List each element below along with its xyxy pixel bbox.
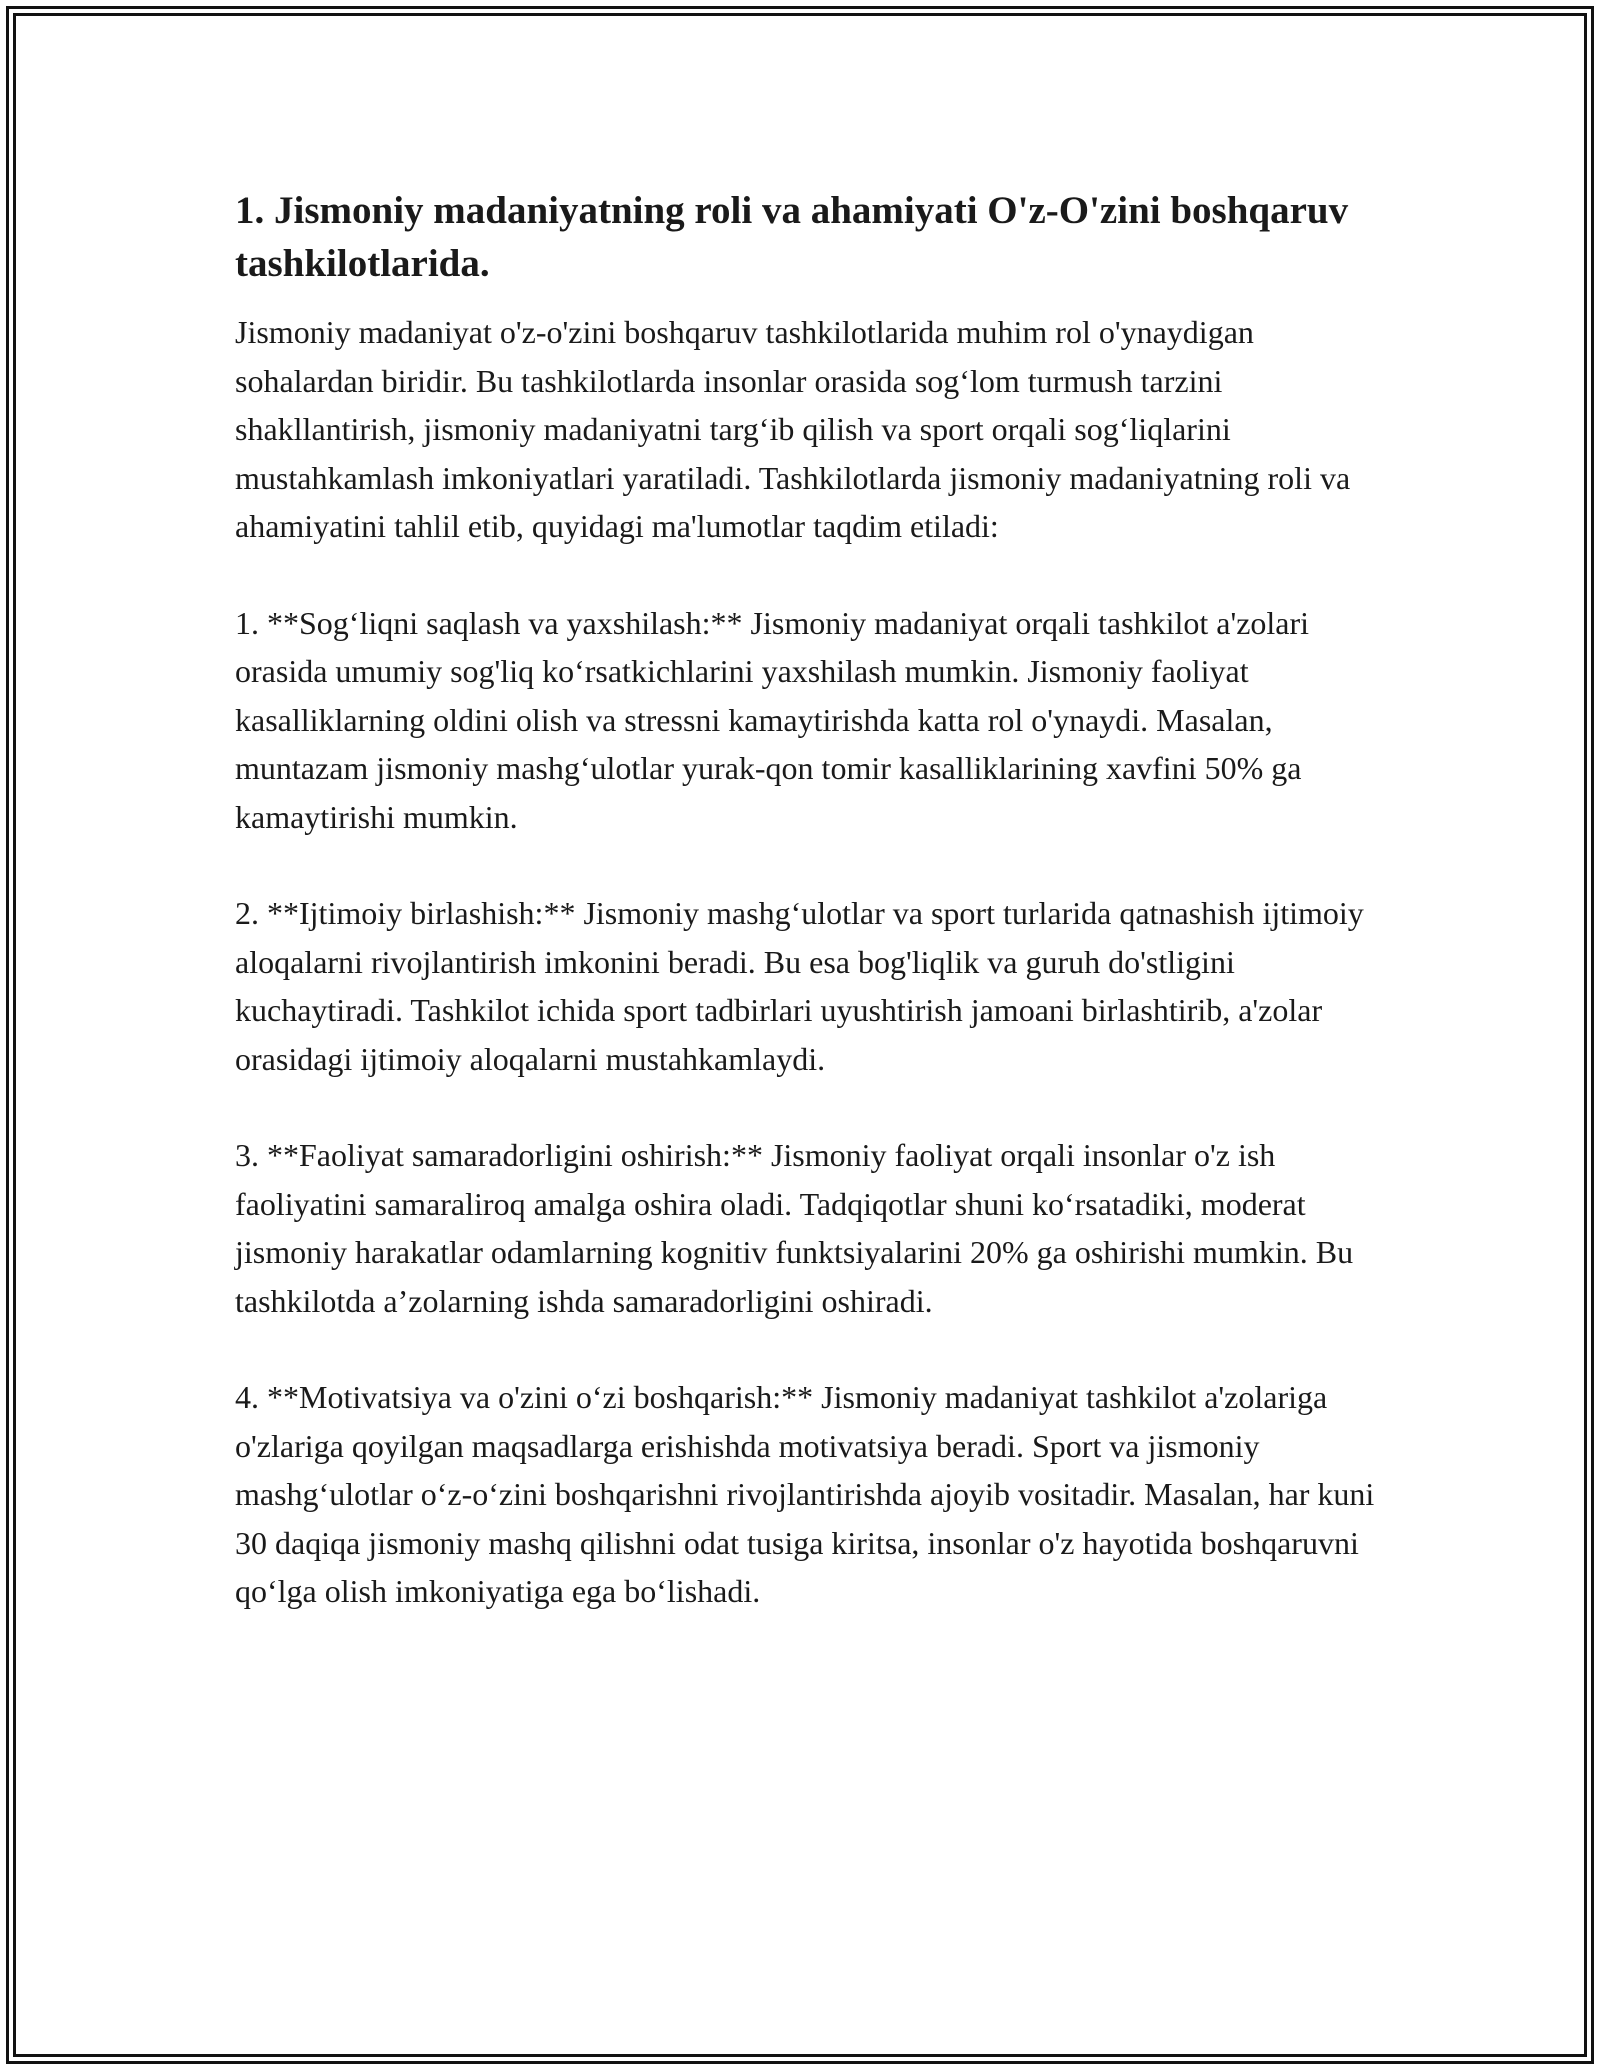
document-body [235,184,1375,1664]
point-social-unity: 2. **Ijtimoiy birlashish:** Jismoniy mashg‘ulotlar va sport turlarida qatnashish ijtimoiy aloqalarni rivojlantirish imkonini beradi. Bu esa bog'liqlik va guruh do'stligini kuchaytiradi. Tashkilot ichida sport tadbirlari uyushtirish jamoani birlashtirib, a'zolar orasidagi ijtimoiy aloqalarni mustahkamlaydi. [235,895,1364,1077]
point-health: 1. **Sog‘liqni saqlash va yaxshilash:** Jismoniy madaniyat orqali tashkilot a'zolari orasida umumiy sog'liq ko‘rsatkichlarini yaxshilash mumkin. Jismoniy faoliyat kasalliklarning oldini olish va stressni kamaytirishda katta rol o'ynaydi. Masalan, muntazam jismoniy mashg‘ulotlar yurak-qon tomir kasalliklarining xavfini 50% ga kamaytirishi mumkin. [235,604,1310,835]
point-efficiency: 3. **Faoliyat samaradorligini oshirish:** Jismoniy faoliyat orqali insonlar o'z ish faoliyatini samaraliroq amalga oshira oladi. Tadqiqotlar shuni ko‘rsatadiki, moderat jismoniy harakatlar odamlarning kognitiv funktsiyalarini 20% ga oshirishi mumkin. Bu tashkilotda a’zolarning ishda samaradorligini oshiradi. [235,1137,1354,1319]
point-motivation: 4. **Motivatsiya va o'zini o‘zi boshqarish:** Jismoniy madaniyat tashkilot a'zolariga o'zlariga qoyilgan maqsadlarga erishishda motivatsiya beradi. Sport va jismoniy mashg‘ulotlar o‘z-o‘zini boshqarishni rivojlantirishda ajoyib vositadir. Masalan, har kuni 30 daqiqa jismoniy mashq qilishni odat tusiga kiritsa, insonlar o'z hayotida boshqaruvni qo‘lga olish imkoniyatiga ega bo‘lishadi. [235,1379,1375,1609]
intro-paragraph: Jismoniy madaniyat o'z-o'zini boshqaruv tashkilotlarida muhim rol o'ynaydigan sohalardan biridir. Bu tashkilotlarda insonlar orasida sog‘lom turmush tarzini shakllantirish, jismoniy madaniyatni targ‘ib qilish va sport orqali sog‘liqlarini mustahkamlash imkoniyatlari yaratiladi. Tashkilotlarda jismoniy madaniyatning roli va ahamiyatini tahlil etib, quyidagi ma'lumotlar taqdim etiladi: [235,314,1351,544]
document-heading: 1. Jismoniy madaniyatning roli va ahamiyati O'z-O'zini boshqaruv tashkilotlarida. [235,189,1349,285]
